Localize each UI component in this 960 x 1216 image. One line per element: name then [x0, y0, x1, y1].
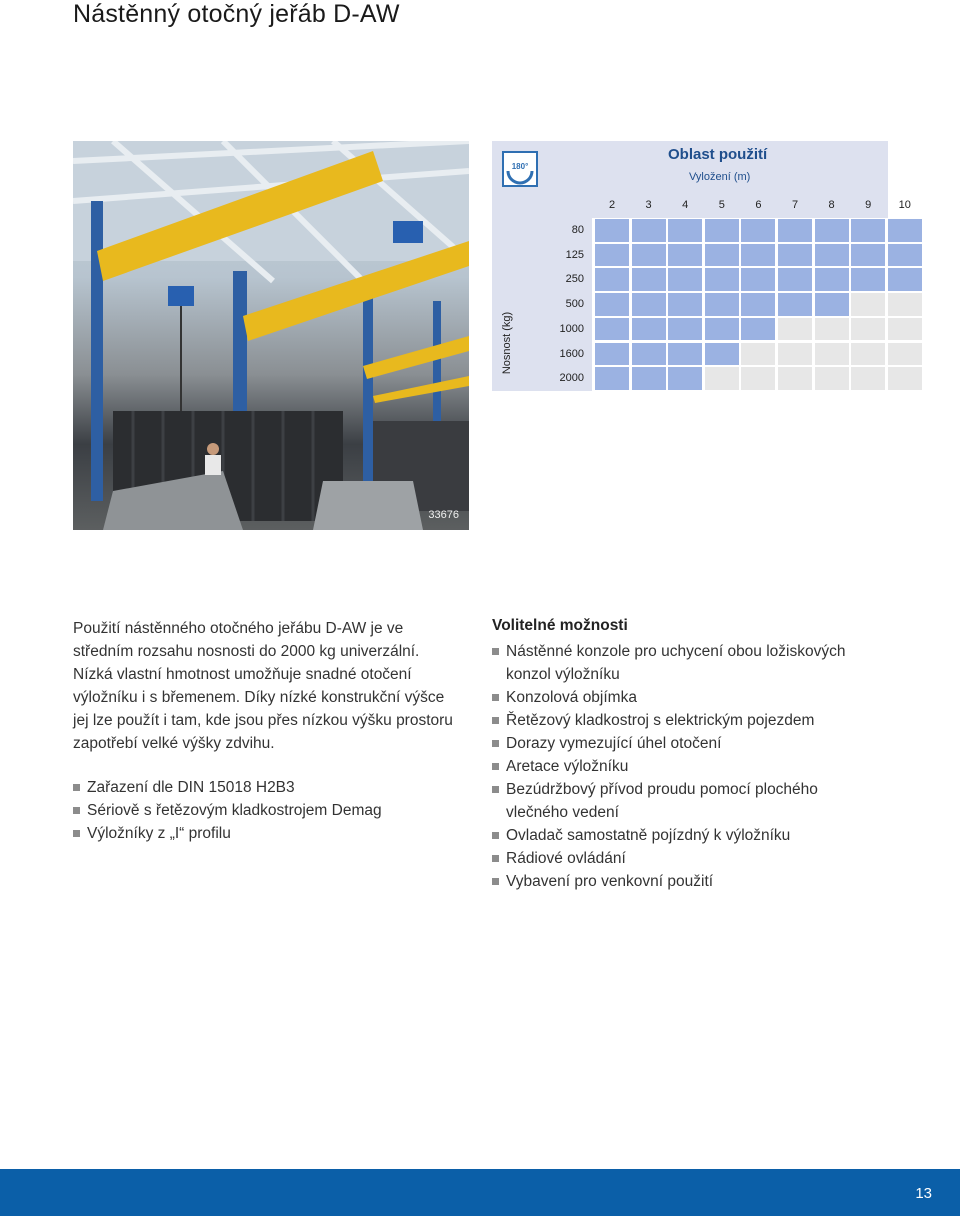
square-bullet-icon	[492, 740, 499, 747]
load-label: 1000	[559, 322, 584, 335]
usage-cell-unavailable	[705, 367, 739, 390]
load-axis-label-box	[492, 218, 522, 391]
intro-line: výložníku i s břemenem. Díky nízké konstrukční výšce	[73, 689, 445, 706]
usage-cell-available	[851, 268, 885, 291]
feature-item-text: Zařazení dle DIN 15018 H2B3	[87, 779, 295, 796]
usage-cell-available	[851, 244, 885, 267]
load-values-column	[522, 218, 592, 391]
usage-cell-available	[778, 219, 812, 242]
option-item-text: Nástěnné konzole pro uchycení obou ložiskových	[506, 643, 846, 660]
usage-title: Oblast použití	[668, 146, 768, 163]
usage-cell-available	[741, 318, 775, 341]
usage-cell-unavailable	[888, 343, 922, 366]
usage-cell-unavailable	[778, 318, 812, 341]
usage-cell-available	[778, 293, 812, 316]
usage-table	[492, 141, 911, 391]
usage-cell-available	[888, 219, 922, 242]
usage-cell-available	[741, 268, 775, 291]
usage-cell-available	[668, 268, 702, 291]
outreach-label: 6	[755, 199, 762, 211]
intro-line: zapotřebí velké výšky zdvihu.	[73, 735, 275, 752]
usage-cell-available	[632, 293, 666, 316]
option-item-text: Ovladač samostatně pojízdný k výložníku	[506, 827, 791, 844]
option-item	[492, 732, 892, 755]
usage-cell-available	[705, 244, 739, 267]
option-item	[492, 870, 892, 893]
option-item-text: Rádiové ovládání	[506, 850, 626, 867]
square-bullet-icon	[73, 830, 80, 837]
feature-item-text: Sériově s řetězovým kladkostrojem Demag	[87, 802, 382, 819]
usage-cell-available	[668, 293, 702, 316]
load-label: 250	[565, 273, 584, 286]
outreach-label: 7	[791, 199, 799, 211]
usage-cell-available	[668, 318, 702, 341]
usage-cell-available	[778, 268, 812, 291]
usage-cell-available	[705, 318, 739, 341]
option-item-text: Aretace výložníku	[506, 758, 629, 775]
feature-item	[73, 799, 473, 822]
usage-cell-available	[595, 293, 629, 316]
usage-cell-available	[632, 318, 666, 341]
crane-photo-illustration	[73, 141, 469, 530]
option-item-text: Dorazy vymezující úhel otočení	[506, 735, 722, 752]
usage-cell-available	[815, 268, 849, 291]
square-bullet-icon	[492, 694, 499, 701]
crane-photo	[73, 141, 469, 530]
usage-cell-available	[888, 268, 922, 291]
rotation-badge-label: 180°	[511, 162, 529, 171]
option-item	[492, 755, 892, 778]
usage-cell-available	[632, 244, 666, 267]
usage-cell-unavailable	[741, 367, 775, 390]
feature-item-text: Výložníky z „I“ profilu	[87, 825, 231, 842]
usage-cell-unavailable	[851, 343, 885, 366]
usage-cell-unavailable	[815, 318, 849, 341]
outreach-label: 4	[682, 199, 689, 211]
usage-cell-available	[815, 293, 849, 316]
intro-line: středním rozsahu nosnosti do 2000 kg univerzální.	[73, 643, 420, 660]
usage-cell-unavailable	[851, 318, 885, 341]
usage-cell-unavailable	[888, 367, 922, 390]
load-label: 1600	[559, 347, 584, 360]
usage-cell-available	[705, 268, 739, 291]
usage-cell-available	[595, 367, 629, 390]
usage-cell-available	[632, 343, 666, 366]
usage-cell-available	[668, 343, 702, 366]
outreach-label: 10	[898, 199, 911, 211]
usage-cell-unavailable	[815, 367, 849, 390]
usage-cell-available	[632, 367, 666, 390]
option-item-text: konzol výložníku	[506, 666, 620, 683]
usage-cell-available	[668, 219, 702, 242]
rotation-180-icon	[502, 151, 538, 187]
square-bullet-icon	[492, 786, 499, 793]
usage-cell-available	[741, 244, 775, 267]
load-axis-label: Nosnost (kg)	[501, 311, 513, 375]
intro-line: jej lze použít i tam, kde jsou přes nízkou výšku prostoru	[73, 712, 453, 729]
feature-list	[73, 776, 473, 845]
usage-cell-available	[705, 343, 739, 366]
options-list	[492, 640, 892, 893]
usage-cell-unavailable	[741, 343, 775, 366]
option-item	[492, 847, 892, 870]
outreach-label: 9	[865, 199, 872, 211]
usage-cell-available	[668, 367, 702, 390]
outreach-label: 5	[718, 199, 725, 211]
square-bullet-icon	[492, 832, 499, 839]
intro-line: Nízká vlastní hmotnost umožňuje snadné otočení	[73, 666, 412, 683]
usage-cell-available	[595, 318, 629, 341]
square-bullet-icon	[492, 855, 499, 862]
load-label: 2000	[559, 372, 584, 385]
usage-cell-unavailable	[851, 293, 885, 316]
usage-cell-available	[595, 343, 629, 366]
option-item	[492, 824, 892, 847]
intro-line: Použití nástěnného otočného jeřábu D-AW je ve	[73, 620, 404, 637]
usage-cell-available	[595, 268, 629, 291]
page-number: 13	[915, 1185, 932, 1202]
square-bullet-icon	[492, 878, 499, 885]
option-item-text: vlečného vedení	[506, 804, 619, 821]
option-item-text: Řetězový kladkostroj s elektrickým pojezdem	[506, 712, 815, 729]
load-label: 125	[565, 248, 584, 261]
usage-cell-available	[705, 293, 739, 316]
footer-bar	[0, 1169, 960, 1216]
feature-item	[73, 776, 473, 799]
option-item	[492, 640, 892, 686]
outreach-label: 3	[645, 199, 652, 211]
square-bullet-icon	[73, 807, 80, 814]
usage-cell-unavailable	[778, 343, 812, 366]
usage-cell-unavailable	[851, 367, 885, 390]
square-bullet-icon	[492, 648, 499, 655]
usage-cell-available	[778, 244, 812, 267]
load-label: 80	[571, 224, 584, 236]
option-item-text: Konzolová objímka	[506, 689, 637, 706]
option-item	[492, 778, 892, 824]
load-label: 500	[565, 298, 584, 311]
usage-cell-unavailable	[778, 367, 812, 390]
outreach-header-row	[492, 194, 911, 218]
usage-cell-unavailable	[888, 293, 922, 316]
usage-cell-available	[815, 244, 849, 267]
usage-cell-unavailable	[815, 343, 849, 366]
outreach-label: 8	[828, 199, 835, 211]
option-item-text: Vybavení pro venkovní použití	[506, 873, 714, 890]
option-item	[492, 686, 892, 709]
intro-text	[73, 617, 473, 755]
usage-cell-available	[888, 244, 922, 267]
page-title: Nástěnný otočný jeřáb D-AW	[73, 0, 400, 28]
usage-cell-unavailable	[888, 318, 922, 341]
square-bullet-icon	[492, 717, 499, 724]
option-item	[492, 709, 892, 732]
usage-cell-available	[741, 293, 775, 316]
usage-cell-available	[595, 219, 629, 242]
usage-subtitle: Vyložení (m)	[689, 171, 751, 183]
usage-cell-available	[705, 219, 739, 242]
outreach-label: 2	[608, 199, 616, 211]
usage-cell-available	[632, 219, 666, 242]
option-item-text: Bezúdržbový přívod proudu pomocí plochého	[506, 781, 818, 798]
usage-cell-available	[668, 244, 702, 267]
usage-cell-available	[595, 244, 629, 267]
usage-cell-available	[851, 219, 885, 242]
usage-cell-available	[741, 219, 775, 242]
usage-header	[492, 141, 888, 194]
feature-item	[73, 822, 473, 845]
photo-id: 33676	[428, 509, 459, 521]
usage-cell-available	[632, 268, 666, 291]
options-title: Volitelné možnosti	[492, 617, 628, 634]
square-bullet-icon	[73, 784, 80, 791]
usage-cell-available	[815, 219, 849, 242]
square-bullet-icon	[492, 763, 499, 770]
